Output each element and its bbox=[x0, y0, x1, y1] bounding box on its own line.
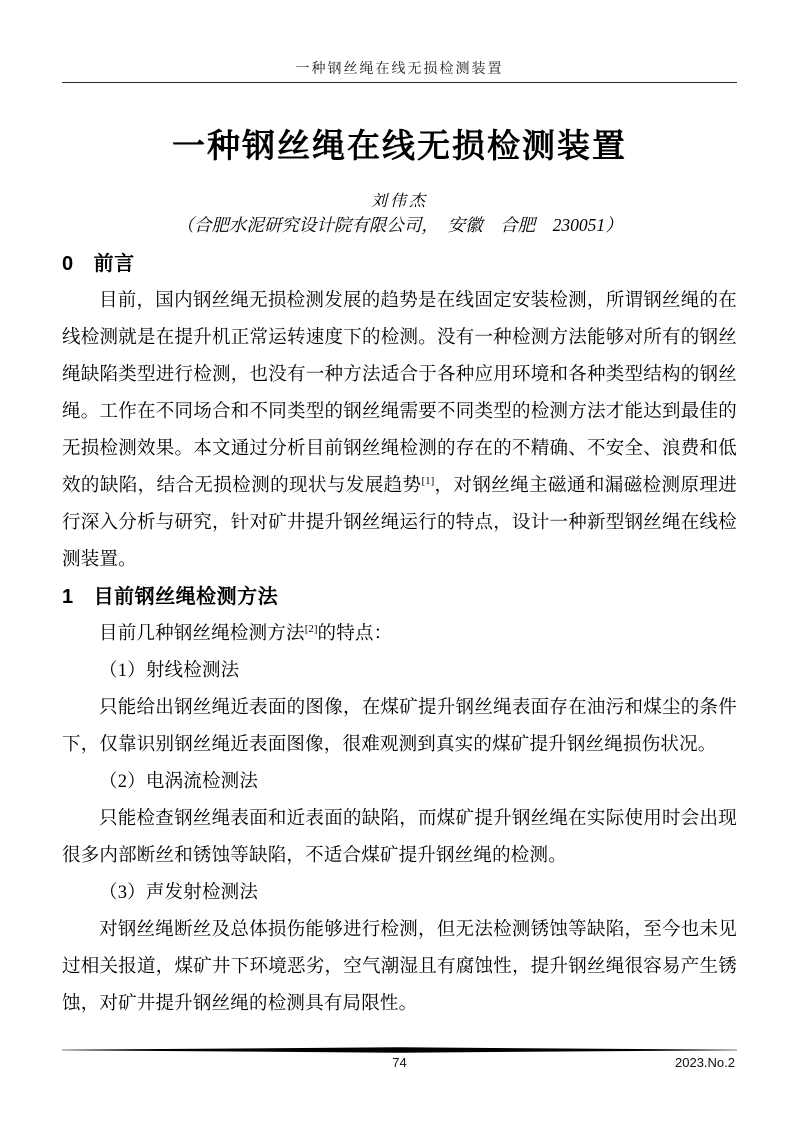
section-heading-preface bbox=[62, 246, 737, 283]
method-item-3-label: （3）声发射检测法 bbox=[99, 883, 259, 903]
footer-row bbox=[62, 1055, 737, 1073]
author-name: 刘伟杰 bbox=[370, 193, 428, 210]
header-rule bbox=[62, 82, 737, 83]
footer-taper-rule bbox=[62, 1047, 737, 1053]
page-footer bbox=[62, 1047, 737, 1073]
page-number: 74 bbox=[392, 1055, 407, 1070]
method-item-1-label: （1）射线检测法 bbox=[99, 661, 240, 681]
method-item-1-body: 只能给出钢丝绳近表面的图像，在煤矿提升钢丝绳表面存在油污和煤尘的条件下，仅靠识别钢丝绳近表面图像，很难观测到真实的煤矿提升钢丝绳损伤状况。 bbox=[62, 698, 737, 755]
section-title: 目前钢丝绳检测方法 bbox=[93, 586, 279, 608]
page-header bbox=[62, 62, 737, 83]
section-title: 前言 bbox=[93, 253, 135, 275]
preface-paragraph bbox=[62, 283, 737, 579]
citation-ref-2: [2] bbox=[304, 622, 318, 635]
method-item-2-label: （2）电涡流检测法 bbox=[99, 772, 259, 792]
methods-intro bbox=[62, 616, 737, 653]
method-item-3-body: 对钢丝绳断丝及总体损伤能够进行检测，但无法检测锈蚀等缺陷，至今也未见过相关报道，煤矿井下环境恶劣，空气潮湿且有腐蚀性，提升钢丝绳很容易产生锈蚀，对矿井提升钢丝绳的检测具有局限性。 bbox=[62, 920, 737, 1014]
methods-intro-before-ref: 目前几种钢丝绳检测方法 bbox=[99, 624, 305, 644]
section-number: 1 bbox=[62, 586, 74, 608]
method-item-2-body: 只能检查钢丝绳表面和近表面的缺陷，而煤矿提升钢丝绳在实际使用时会出现很多内部断丝和锈蚀等缺陷，不适合煤矿提升钢丝绳的检测。 bbox=[62, 809, 737, 866]
citation-ref-1: [1] bbox=[421, 474, 435, 487]
preface-text-after-ref: ，对钢丝绳主磁通和漏磁检测原理进行深入分析与研究，针对矿井提升钢丝绳运行的特点，设计一种新型钢丝绳在线检测装置。 bbox=[62, 476, 737, 570]
running-header-title: 一种钢丝绳在线无损检测装置 bbox=[295, 62, 504, 77]
section-heading-methods bbox=[62, 579, 737, 616]
section-number: 0 bbox=[62, 253, 74, 275]
issue-label: 2023.No.2 bbox=[675, 1055, 735, 1070]
methods-intro-after-ref: 的特点： bbox=[317, 624, 393, 644]
preface-text-before-ref: 目前，国内钢丝绳无损检测发展的趋势是在线固定安装检测，所谓钢丝绳的在线检测就是在提升机正常运转速度下的检测。没有一种检测方法能够对所有的钢丝绳缺陷类型进行检测，也没有一种方法适合于各种应用环境和各种类型结构的钢丝绳。工作在不同场合和不同类型的钢丝绳需要不同类型的检测方法才能达到最佳的无损检测效果。本文通过分析目前钢丝绳检测的存在的不精确、不安全、浪费和低效的缺陷，结合无损检测的现状与发展趋势 bbox=[62, 291, 737, 496]
author-affiliation: （合肥水泥研究设计院有限公司， 安徽 合肥 230051） bbox=[176, 215, 623, 235]
article-title: 一种钢丝绳在线无损检测装置 bbox=[172, 127, 627, 164]
